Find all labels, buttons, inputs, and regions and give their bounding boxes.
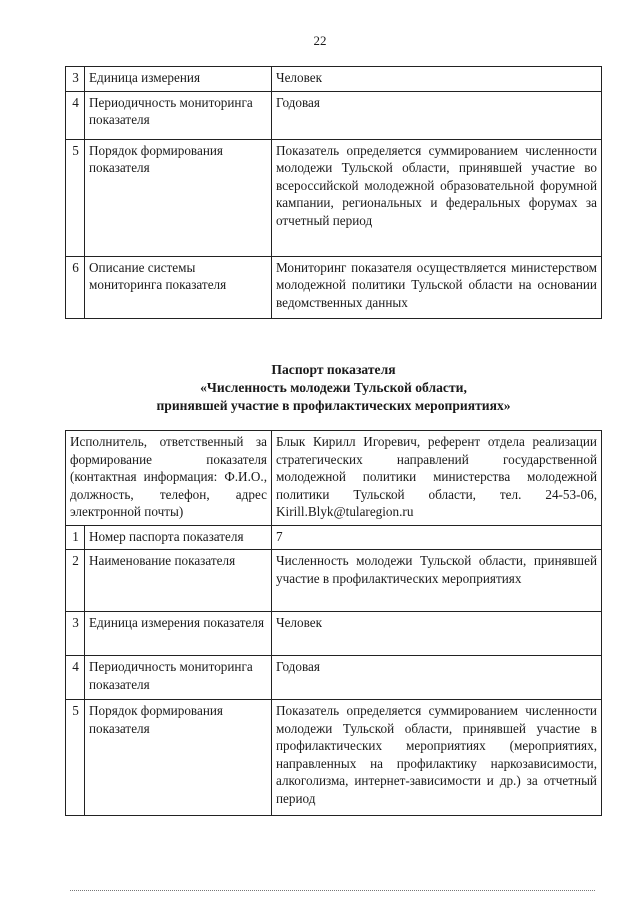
table-row bbox=[66, 612, 602, 656]
row-value: Мониторинг показателя осуществляется министерством молодежной политики Тульской области на основании ведомственных данных bbox=[272, 256, 602, 318]
row-label: Наименование показателя bbox=[85, 550, 272, 612]
indicator-passport-table bbox=[65, 430, 602, 816]
row-value: Человек bbox=[272, 67, 602, 92]
passport-title-line: принявшей участие в профилактических мероприятиях» bbox=[156, 398, 511, 413]
row-label: Периодичность мониторинга показателя bbox=[85, 656, 272, 700]
row-value: Показатель определяется суммированием численности молодежи Тульской области, принявшей участие в профилактических мероприятиях (мероприятиях, направленных на профилактику наркозависимости, алкоголизма, интернет-зависимости и др.) за отчетный период bbox=[272, 700, 602, 816]
row-value: Годовая bbox=[272, 91, 602, 139]
executor-value: Блык Кирилл Игоревич, референт отдела реализации стратегических направлений государственной молодежной политики министерства молодежной политики Тульской области, тел. 24-53-06, Kirill.Blyk@tularegion.ru bbox=[272, 431, 602, 526]
passport-title bbox=[65, 361, 602, 415]
row-value: Годовая bbox=[272, 656, 602, 700]
row-label: Описание системы мониторинга показателя bbox=[85, 256, 272, 318]
row-number: 5 bbox=[66, 139, 85, 256]
table-row bbox=[66, 139, 602, 256]
table-row bbox=[66, 91, 602, 139]
scan-artifact-line bbox=[70, 890, 595, 891]
passport-title-line: Паспорт показателя bbox=[271, 362, 396, 377]
row-label: Порядок формирования показателя bbox=[85, 700, 272, 816]
indicator-table-continued bbox=[65, 66, 602, 319]
row-value: Показатель определяется суммированием численности молодежи Тульской области, принявшей участие во всероссийской молодежной образовательной форумной кампании, региональных и федеральных форумах за отчетный период bbox=[272, 139, 602, 256]
row-number: 2 bbox=[66, 550, 85, 612]
row-label: Единица измерения показателя bbox=[85, 612, 272, 656]
table-row bbox=[66, 550, 602, 612]
row-value: Человек bbox=[272, 612, 602, 656]
row-number: 6 bbox=[66, 256, 85, 318]
row-number: 4 bbox=[66, 91, 85, 139]
table-row bbox=[66, 656, 602, 700]
executor-label: Исполнитель, ответственный за формирование показателя (контактная информация: Ф.И.О., должность, телефон, адрес электронной почты) bbox=[66, 431, 272, 526]
page-number: 22 bbox=[313, 33, 327, 48]
passport-title-line: «Численность молодежи Тульской области, bbox=[200, 380, 467, 395]
row-number: 5 bbox=[66, 700, 85, 816]
table-row bbox=[66, 525, 602, 550]
row-label: Единица измерения bbox=[85, 67, 272, 92]
table-row bbox=[66, 431, 602, 526]
row-number: 3 bbox=[66, 67, 85, 92]
row-value: Численность молодежи Тульской области, принявшей участие в профилактических мероприятиях bbox=[272, 550, 602, 612]
table-row bbox=[66, 256, 602, 318]
row-label: Номер паспорта показателя bbox=[85, 525, 272, 550]
row-number: 4 bbox=[66, 656, 85, 700]
row-number: 3 bbox=[66, 612, 85, 656]
row-label: Порядок формирования показателя bbox=[85, 139, 272, 256]
row-number: 1 bbox=[66, 525, 85, 550]
row-value: 7 bbox=[272, 525, 602, 550]
table-row bbox=[66, 700, 602, 816]
row-label: Периодичность мониторинга показателя bbox=[85, 91, 272, 139]
table-row bbox=[66, 67, 602, 92]
